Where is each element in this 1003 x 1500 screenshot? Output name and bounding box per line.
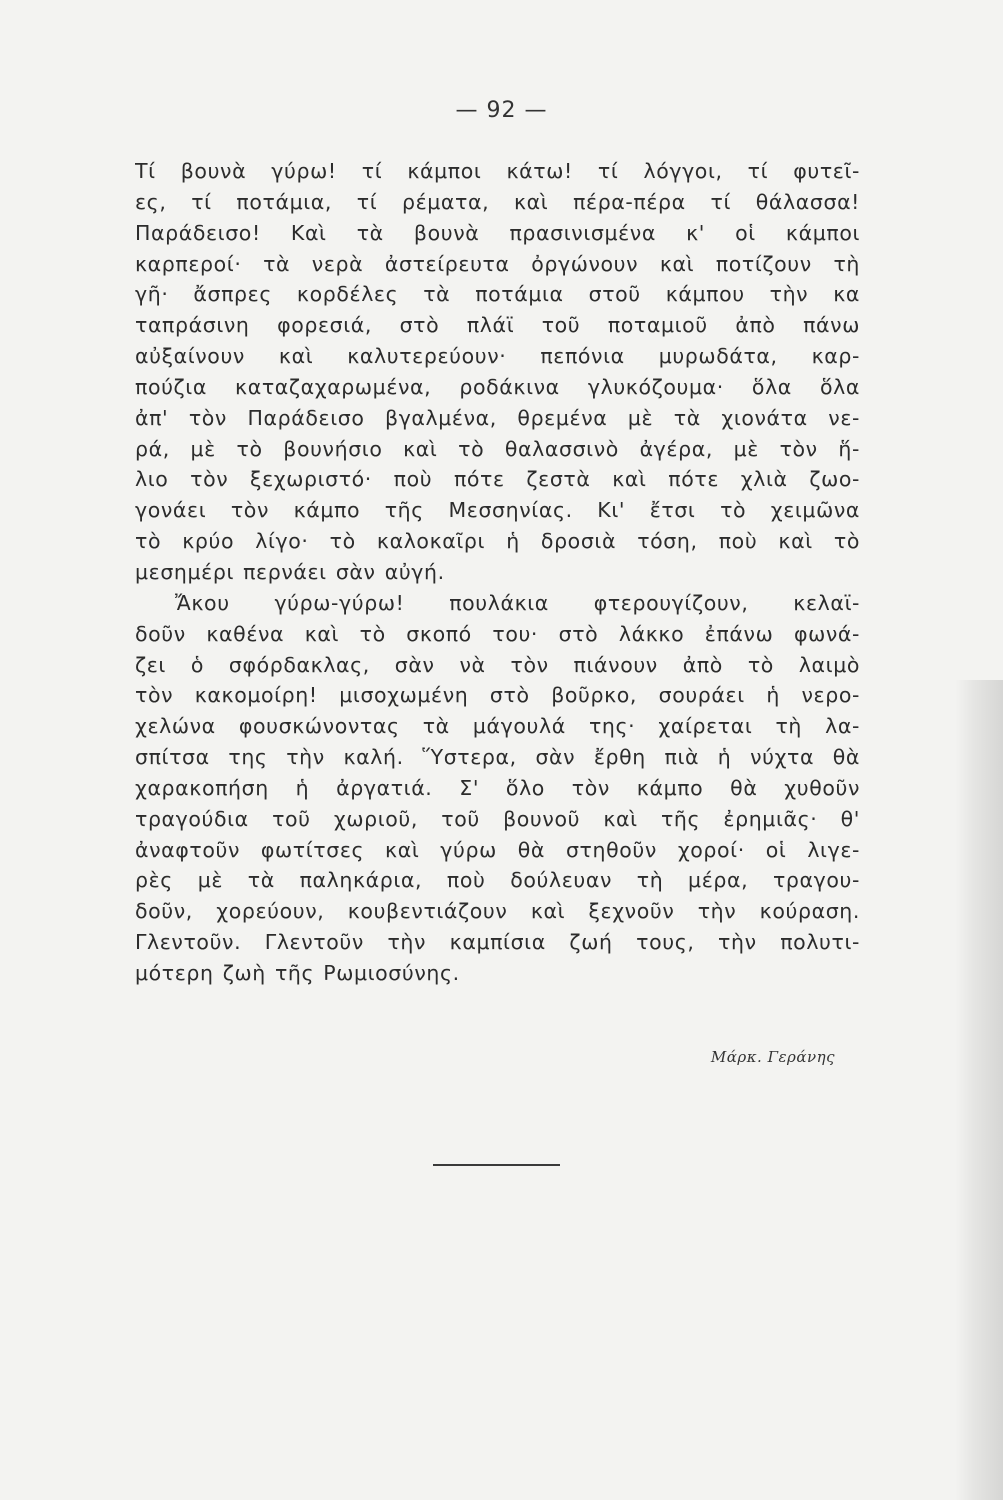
text-line: γῆ· ἄσπρες κορδέλες τὰ ποτάμια στοῦ κάμπου τὴν κα <box>135 282 860 307</box>
text-line: τραγούδια τοῦ χωριοῦ, τοῦ βουνοῦ καὶ τῆς ἐρημιᾶς· θ' <box>135 806 860 831</box>
text-line: σπίτσα της τὴν καλή. Ὕστερα, σὰν ἔρθη πιὰ ἡ νύχτα θὰ <box>135 745 860 770</box>
text-line: ἀναφτοῦν φωτίτσες καὶ γύρω θὰ στηθοῦν χοροί· οἱ λιγε- <box>135 837 860 862</box>
author-signature: Μάρκ. Γεράνης <box>710 1048 835 1066</box>
text-line: μότερη ζωὴ τῆς Ρωμιοσύνης. <box>135 960 460 985</box>
text-line: ρά, μὲ τὸ βουνήσιο καὶ τὸ θαλασσινὸ ἀγέρα, μὲ τὸν ἥ- <box>135 436 860 461</box>
text-line: ἀπ' τὸν Παράδεισο βγαλμένα, θρεμένα μὲ τὰ χιονάτα νε- <box>135 405 860 430</box>
text-line: χαρακοπήση ἡ ἀργατιά. Σ' ὅλο τὸν κάμπο θὰ χυθοῦν <box>135 775 860 800</box>
text-line: γονάει τὸν κάμπο τῆς Μεσσηνίας. Κι' ἔτσι τὸ χειμῶνα <box>135 498 860 523</box>
page-edge-shadow <box>955 680 1003 1500</box>
text-line: τὸν κακομοίρη! μισοχωμένη στὸ βοῦρκο, σουράει ἡ νερο- <box>135 683 860 708</box>
text-line: ζει ὁ σφόρδακλας, σὰν νὰ τὸν πιάνουν ἀπὸ τὸ λαιμὸ <box>135 652 860 677</box>
text-line: αὐξαίνουν καὶ καλυτερεύουν· πεπόνια μυρωδάτα, καρ- <box>135 344 860 369</box>
text-line: ρὲς μὲ τὰ παληκάρια, ποὺ δούλευαν τὴ μέρα, τραγου- <box>135 868 860 893</box>
text-line: χελώνα φουσκώνοντας τὰ μάγουλά της· χαίρεται τὴ λα- <box>135 714 860 739</box>
end-divider <box>433 1164 560 1166</box>
text-line: Γλεντοῦν. Γλεντοῦν τὴν καμπίσια ζωή τους, τὴν πολυτι- <box>135 930 860 955</box>
text-line: ταπράσινη φορεσιά, στὸ πλάϊ τοῦ ποταμιοῦ ἀπὸ πάνω <box>135 313 860 338</box>
page-number: — 92 — <box>455 98 548 123</box>
text-line: πούζια καταζαχαρωμένα, ροδάκινα γλυκόζουμα· ὅλα ὅλα <box>135 374 860 399</box>
text-line: Ἄκου γύρω-γύρω! πουλάκια φτερουγίζουν, κελαϊ- <box>175 590 860 615</box>
text-line: μεσημέρι περνάει σὰν αὐγή. <box>135 559 445 584</box>
text-line: δοῦν καθένα καὶ τὸ σκοπό του· στὸ λάκκο ἐπάνω φωνά- <box>135 621 860 646</box>
text-line: Τί βουνὰ γύρω! τί κάμποι κάτω! τί λόγγοι, τί φυτεῖ- <box>135 159 860 183</box>
text-line: τὸ κρύο λίγο· τὸ καλοκαῖρι ἡ δροσιὰ τόση, ποὺ καὶ τὸ <box>135 529 860 554</box>
text-line: δοῦν, χορεύουν, κουβεντιάζουν καὶ ξεχνοῦν τὴν κούραση. <box>135 899 860 924</box>
text-line: Παράδεισο! Καὶ τὰ βουνὰ πρασινισμένα κ' οἱ κάμποι <box>135 220 860 245</box>
body-text <box>135 156 860 989</box>
text-line: καρπεροί· τὰ νερὰ ἀστείρευτα ὀργώνουν καὶ ποτίζουν τὴ <box>135 251 860 276</box>
text-line: ες, τί ποτάμια, τί ρέματα, καὶ πέρα-πέρα τί θάλασσα! <box>135 189 860 214</box>
text-line: λιο τὸν ξεχωριστό· ποὺ πότε ζεστὰ καὶ πότε χλιὰ ζωο- <box>135 467 860 492</box>
